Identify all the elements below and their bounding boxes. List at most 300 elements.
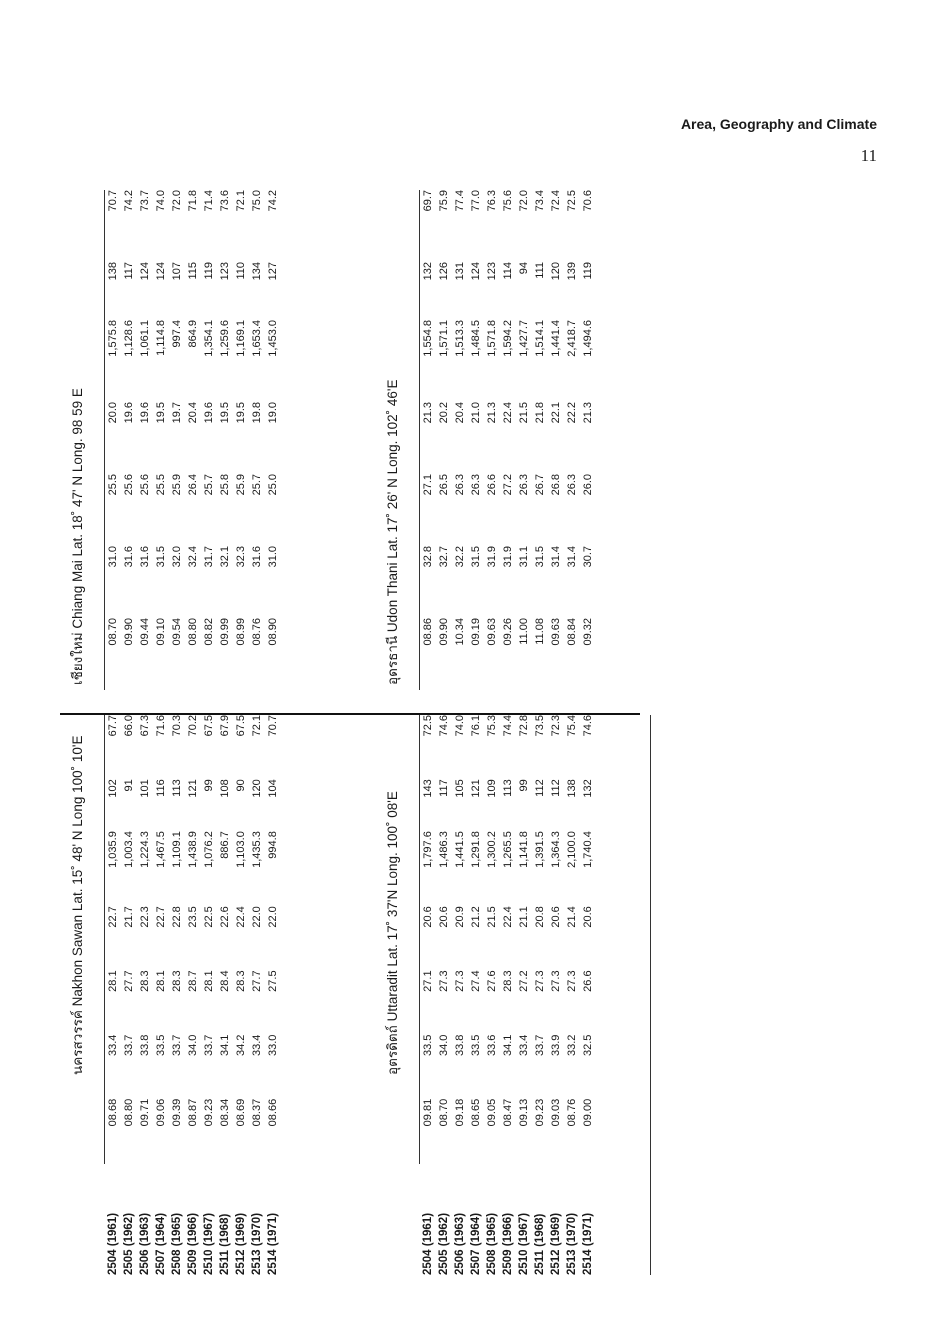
data-cell: 1,114.8 bbox=[155, 320, 167, 356]
data-cell: 20.6 bbox=[438, 906, 450, 928]
data-cell: 33.6 bbox=[486, 1034, 498, 1057]
table-row bbox=[137, 190, 153, 690]
data-cell: 28.4 bbox=[219, 970, 231, 992]
data-cell: 33.9 bbox=[550, 1034, 562, 1057]
data-cell: 09.90 bbox=[123, 618, 135, 646]
table-row bbox=[153, 190, 169, 690]
data-cell: 67.3 bbox=[139, 715, 151, 737]
data-cell: 73.7 bbox=[139, 190, 151, 212]
data-cell: 74.2 bbox=[123, 190, 135, 212]
data-cell: 102 bbox=[105, 779, 122, 831]
data-cell: 30.7 bbox=[582, 546, 594, 568]
data-cell: 09.00 bbox=[582, 1098, 594, 1127]
data-cell: 09.54 bbox=[171, 618, 183, 646]
section-divider bbox=[60, 713, 640, 715]
data-cell: 20.6 bbox=[582, 906, 594, 928]
data-cell: 21.8 bbox=[534, 402, 546, 424]
data-cell: 72.4 bbox=[550, 190, 562, 212]
data-cell: 108 bbox=[219, 779, 231, 798]
data-cell: 28.3 bbox=[139, 970, 151, 992]
year-cell: 2504 (1961) bbox=[421, 1212, 434, 1275]
data-cell: 22.7 bbox=[105, 906, 122, 970]
rotated-climate-table bbox=[60, 150, 655, 1275]
data-cell: 99 bbox=[203, 779, 215, 792]
data-cell: 76.3 bbox=[486, 190, 498, 212]
table-row bbox=[105, 190, 122, 690]
data-cell: 09.81 bbox=[420, 1099, 437, 1164]
data-cell: 22.7 bbox=[155, 906, 167, 928]
data-cell: 22.6 bbox=[219, 906, 231, 928]
data-cell: 91 bbox=[123, 779, 135, 792]
data-cell: 2,418.7 bbox=[566, 320, 578, 357]
data-cell: 1,467.5 bbox=[155, 831, 167, 868]
data-cell: 25.7 bbox=[203, 474, 215, 496]
data-cell: 28.3 bbox=[171, 970, 183, 992]
data-cell: 66.0 bbox=[123, 715, 135, 737]
data-cell: 32.4 bbox=[187, 546, 199, 568]
data-cell: 67.7 bbox=[105, 715, 122, 779]
data-cell: 74.4 bbox=[502, 715, 514, 737]
data-cell: 1,103.0 bbox=[235, 831, 247, 868]
table-row bbox=[484, 190, 500, 690]
data-cell: 33.8 bbox=[139, 1034, 151, 1057]
data-cell: 26.6 bbox=[486, 474, 498, 496]
data-cell: 34.0 bbox=[187, 1034, 199, 1057]
table-row bbox=[233, 715, 249, 1275]
data-cell: 71.6 bbox=[155, 715, 167, 737]
data-cell: 121 bbox=[187, 779, 199, 798]
data-cell: 1,435.3 bbox=[251, 831, 263, 868]
data-cell: 20.0 bbox=[105, 402, 122, 474]
table-row bbox=[233, 190, 249, 690]
data-cell: 138 bbox=[566, 779, 578, 798]
data-cell: 71.8 bbox=[187, 190, 199, 212]
page-number: 11 bbox=[860, 146, 877, 165]
data-cell: 112 bbox=[534, 779, 546, 797]
data-cell: 70.2 bbox=[187, 715, 199, 737]
table-row bbox=[185, 715, 201, 1275]
data-cell: 134 bbox=[251, 262, 263, 281]
data-cell: 131 bbox=[454, 262, 466, 281]
data-cell: 1,594.2 bbox=[502, 320, 514, 357]
data-cell: 22.5 bbox=[203, 906, 215, 928]
data-cell: 75.9 bbox=[438, 190, 450, 212]
data-cell: 886.7 bbox=[219, 831, 231, 859]
data-cell: 1,453.0 bbox=[267, 320, 279, 357]
data-cell: 31.4 bbox=[566, 546, 578, 568]
data-cell: 1,076.2 bbox=[203, 831, 215, 868]
data-cell: 1,259.6 bbox=[219, 320, 231, 357]
year-cell: 2514 (1971) bbox=[582, 1212, 594, 1275]
data-cell: 27.1 bbox=[420, 474, 437, 546]
data-cell: 1,364.3 bbox=[550, 831, 562, 868]
data-cell: 123 bbox=[219, 262, 231, 281]
data-cell: 120 bbox=[550, 262, 562, 281]
data-cell: 124 bbox=[155, 262, 167, 281]
data-cell: 74.2 bbox=[267, 190, 279, 212]
data-cell: 19.8 bbox=[251, 402, 263, 424]
data-cell: 08.37 bbox=[251, 1098, 263, 1127]
data-cell: 33.5 bbox=[470, 1034, 482, 1057]
data-cell: 08.66 bbox=[267, 1098, 279, 1127]
data-cell: 110 bbox=[235, 262, 247, 280]
data-cell: 22.4 bbox=[502, 402, 514, 424]
data-cell: 08.34 bbox=[219, 1098, 231, 1127]
data-cell: 1,141.8 bbox=[518, 831, 530, 868]
table-row bbox=[436, 715, 452, 1275]
data-cell: 27.1 bbox=[420, 970, 437, 1034]
data-cell: 127 bbox=[267, 262, 279, 281]
data-cell: 09.63 bbox=[486, 618, 498, 646]
data-cell: 28.1 bbox=[105, 970, 122, 1034]
data-cell: 25.5 bbox=[105, 474, 122, 546]
data-cell: 27.6 bbox=[486, 970, 498, 992]
data-cell: 74.6 bbox=[438, 715, 450, 737]
data-cell: 08.87 bbox=[187, 1098, 199, 1127]
data-cell: 21.1 bbox=[518, 906, 530, 928]
data-cell: 09.19 bbox=[470, 618, 482, 646]
data-cell: 26.7 bbox=[534, 474, 546, 496]
data-cell: 25.0 bbox=[267, 474, 279, 496]
data-cell: 31.5 bbox=[155, 546, 167, 568]
year-cell: 2510 (1967) bbox=[203, 1212, 215, 1275]
year-cell: 2511 (1968) bbox=[219, 1213, 231, 1275]
table-row bbox=[185, 190, 201, 690]
data-cell: 19.6 bbox=[123, 402, 135, 424]
data-cell: 33.0 bbox=[267, 1034, 279, 1057]
table-row bbox=[484, 715, 500, 1275]
data-cell: 28.1 bbox=[203, 970, 215, 992]
data-cell: 75.6 bbox=[502, 190, 514, 212]
data-cell: 09.71 bbox=[139, 1098, 151, 1127]
data-cell: 32.7 bbox=[438, 546, 450, 568]
data-cell: 08.80 bbox=[123, 1098, 135, 1127]
data-cell: 21.5 bbox=[518, 402, 530, 424]
data-cell: 1,571.1 bbox=[438, 320, 450, 357]
data-cell: 71.4 bbox=[203, 190, 215, 212]
data-cell: 19.0 bbox=[267, 402, 279, 424]
station-table bbox=[419, 190, 596, 690]
data-cell: 997.4 bbox=[171, 320, 183, 348]
data-cell: 22.0 bbox=[251, 906, 263, 928]
data-cell: 143 bbox=[420, 779, 437, 831]
data-cell: 1,300.2 bbox=[486, 831, 498, 868]
data-cell: 34.2 bbox=[235, 1034, 247, 1057]
table-row bbox=[420, 715, 437, 1275]
station-block bbox=[375, 150, 655, 710]
data-cell: 08.82 bbox=[203, 618, 215, 646]
data-cell: 1,571.8 bbox=[486, 320, 498, 357]
data-cell: 70.7 bbox=[105, 190, 122, 262]
data-cell: 1,265.5 bbox=[502, 831, 514, 868]
data-cell: 1,438.9 bbox=[187, 831, 199, 868]
year-cell: 2512 (1969) bbox=[550, 1212, 562, 1275]
data-cell: 117 bbox=[123, 262, 135, 280]
data-cell: 113 bbox=[502, 779, 514, 797]
data-cell: 69.7 bbox=[420, 190, 437, 262]
table-row bbox=[153, 715, 169, 1275]
data-cell: 26.5 bbox=[438, 474, 450, 496]
data-cell: 20.9 bbox=[454, 906, 466, 928]
data-cell: 33.4 bbox=[518, 1034, 530, 1057]
data-cell: 70.7 bbox=[267, 715, 279, 737]
table-row bbox=[201, 715, 217, 1275]
data-cell: 1,061.1 bbox=[139, 320, 151, 357]
data-cell: 33.7 bbox=[203, 1034, 215, 1057]
data-cell: 33.4 bbox=[251, 1034, 263, 1057]
table-row bbox=[436, 190, 452, 690]
data-cell: 28.3 bbox=[502, 970, 514, 992]
data-cell: 26.3 bbox=[518, 474, 530, 496]
data-cell: 27.7 bbox=[123, 970, 135, 992]
data-cell: 32.8 bbox=[420, 546, 437, 618]
data-cell: 74.6 bbox=[582, 715, 594, 737]
data-cell: 08.65 bbox=[470, 1098, 482, 1127]
data-cell: 115 bbox=[187, 262, 199, 280]
data-cell: 33.2 bbox=[566, 1034, 578, 1057]
data-cell: 107 bbox=[171, 262, 183, 281]
data-cell: 31.9 bbox=[486, 546, 498, 568]
data-cell: 32.3 bbox=[235, 546, 247, 568]
station-block bbox=[60, 150, 340, 710]
data-cell: 73.6 bbox=[219, 190, 231, 212]
data-cell: 33.7 bbox=[171, 1034, 183, 1057]
data-cell: 124 bbox=[470, 262, 482, 281]
data-cell: 09.32 bbox=[582, 618, 594, 646]
data-cell: 27.3 bbox=[438, 970, 450, 992]
data-cell: 31.0 bbox=[105, 546, 122, 618]
data-cell: 1,224.3 bbox=[139, 831, 151, 868]
data-cell: 26.3 bbox=[566, 474, 578, 496]
data-cell: 09.13 bbox=[518, 1098, 530, 1127]
data-cell: 25.5 bbox=[155, 474, 167, 496]
data-cell: 75.0 bbox=[251, 190, 263, 212]
data-cell: 08.47 bbox=[502, 1098, 514, 1127]
data-cell: 1,169.1 bbox=[235, 320, 247, 357]
data-cell: 74.0 bbox=[454, 715, 466, 737]
data-cell: 1,484.5 bbox=[470, 320, 482, 357]
data-cell: 08.69 bbox=[235, 1098, 247, 1127]
data-cell: 09.05 bbox=[486, 1098, 498, 1127]
data-cell: 33.4 bbox=[105, 1035, 122, 1099]
data-cell: 26.4 bbox=[187, 474, 199, 496]
table-row bbox=[548, 190, 564, 690]
data-cell: 72.0 bbox=[171, 190, 183, 212]
table-row bbox=[564, 715, 580, 1275]
data-cell: 111 bbox=[534, 262, 546, 279]
data-cell: 11.00 bbox=[518, 618, 530, 645]
data-cell: 1,354.1 bbox=[203, 320, 215, 357]
table-row bbox=[121, 715, 137, 1275]
data-cell: 33.7 bbox=[123, 1034, 135, 1057]
data-cell: 19.6 bbox=[139, 402, 151, 424]
data-cell: 1,554.8 bbox=[420, 320, 437, 402]
data-cell: 123 bbox=[486, 262, 498, 281]
data-cell: 27.5 bbox=[267, 970, 279, 992]
table-row bbox=[265, 715, 281, 1275]
data-cell: 08.99 bbox=[235, 618, 247, 646]
data-cell: 126 bbox=[438, 262, 450, 281]
data-cell: 22.2 bbox=[566, 402, 578, 424]
data-cell: 08.86 bbox=[420, 618, 437, 690]
data-cell: 67.5 bbox=[235, 715, 247, 737]
data-cell: 26.6 bbox=[582, 970, 594, 992]
data-cell: 21.3 bbox=[486, 402, 498, 424]
data-cell: 31.6 bbox=[251, 546, 263, 568]
year-cell: 2511 (1968) bbox=[534, 1213, 546, 1275]
table-row bbox=[532, 190, 548, 690]
data-cell: 72.1 bbox=[235, 190, 247, 212]
data-cell: 23.5 bbox=[187, 906, 199, 928]
data-cell: 21.4 bbox=[566, 906, 578, 928]
data-cell: 22.1 bbox=[550, 402, 562, 424]
data-cell: 22.3 bbox=[139, 906, 151, 928]
data-cell: 67.5 bbox=[203, 715, 215, 737]
data-cell: 90 bbox=[235, 779, 247, 792]
data-cell: 27.3 bbox=[454, 970, 466, 992]
data-cell: 72.8 bbox=[518, 715, 530, 737]
station-title: นครสวรรค์ Nakhon Sawan Lat. 15˚ 48' N Long 100˚ 10'E bbox=[70, 735, 85, 1075]
data-cell: 33.7 bbox=[534, 1034, 546, 1057]
data-cell: 1,003.4 bbox=[123, 831, 135, 868]
data-cell: 119 bbox=[203, 262, 215, 280]
data-cell: 08.68 bbox=[105, 1099, 122, 1164]
table-row bbox=[121, 190, 137, 690]
data-cell: 1,441.4 bbox=[550, 320, 562, 357]
data-cell: 22.4 bbox=[235, 906, 247, 928]
data-cell: 20.2 bbox=[438, 402, 450, 424]
data-cell: 21.0 bbox=[470, 402, 482, 424]
data-cell: 26.8 bbox=[550, 474, 562, 496]
data-cell: 132 bbox=[582, 779, 594, 798]
data-cell: 34.0 bbox=[438, 1034, 450, 1057]
year-cell: 2509 (1966) bbox=[502, 1212, 514, 1275]
station-title: อุดรธานี Udon Thani Lat. 17˚ 26' N Long. 102˚ 46'E bbox=[385, 379, 400, 685]
table-row bbox=[500, 715, 516, 1275]
data-cell: 09.23 bbox=[203, 1098, 215, 1127]
data-cell: 25.6 bbox=[139, 474, 151, 496]
data-cell: 26.3 bbox=[470, 474, 482, 496]
data-cell: 73.5 bbox=[534, 715, 546, 737]
data-cell: 22.4 bbox=[502, 906, 514, 928]
data-cell: 1,391.5 bbox=[534, 831, 546, 868]
table-row bbox=[217, 715, 233, 1275]
data-cell: 132 bbox=[420, 262, 437, 320]
table-row bbox=[468, 715, 484, 1275]
data-cell: 1,513.3 bbox=[454, 320, 466, 357]
data-cell: 73.4 bbox=[534, 190, 546, 212]
data-cell: 109 bbox=[486, 779, 498, 798]
table-row bbox=[249, 190, 265, 690]
table-row bbox=[516, 190, 532, 690]
data-cell: 1,653.4 bbox=[251, 320, 263, 357]
data-cell: 22.0 bbox=[267, 906, 279, 928]
table-row bbox=[516, 715, 532, 1275]
data-cell: 27.4 bbox=[470, 970, 482, 992]
table-row bbox=[201, 190, 217, 690]
data-cell: 08.90 bbox=[267, 618, 279, 646]
data-cell: 11.08 bbox=[534, 618, 546, 645]
data-cell: 09.99 bbox=[219, 618, 231, 646]
data-cell: 70.6 bbox=[582, 190, 594, 212]
table-row bbox=[169, 190, 185, 690]
data-cell: 2,100.0 bbox=[566, 831, 578, 868]
data-cell: 1,797.6 bbox=[420, 831, 437, 906]
year-cell: 2504 (1961) bbox=[106, 1212, 119, 1275]
data-cell: 27.2 bbox=[518, 970, 530, 992]
data-cell: 21.5 bbox=[486, 906, 498, 928]
station-table bbox=[104, 190, 281, 690]
data-cell: 72.0 bbox=[518, 190, 530, 212]
data-cell: 25.6 bbox=[123, 474, 135, 496]
year-cell: 2513 (1970) bbox=[251, 1212, 263, 1275]
station-title: อุตรดิตถ์ Uttaradit Lat. 17˚ 37'N Long. 100˚ 08'E bbox=[385, 791, 400, 1075]
data-cell: 77.4 bbox=[454, 190, 466, 212]
data-cell: 75.3 bbox=[486, 715, 498, 737]
year-cell: 2514 (1971) bbox=[267, 1212, 279, 1275]
data-cell: 120 bbox=[251, 779, 263, 798]
table-row bbox=[249, 715, 265, 1275]
data-cell: 08.76 bbox=[566, 1098, 578, 1127]
data-cell: 09.18 bbox=[454, 1098, 466, 1127]
table-row bbox=[169, 715, 185, 1275]
year-cell: 2507 (1964) bbox=[470, 1212, 482, 1275]
data-cell: 20.4 bbox=[187, 402, 199, 424]
data-cell: 20.4 bbox=[454, 402, 466, 424]
data-cell: 09.44 bbox=[139, 618, 151, 646]
data-cell: 20.8 bbox=[534, 906, 546, 928]
data-cell: 09.10 bbox=[155, 618, 167, 646]
data-cell: 32.2 bbox=[454, 546, 466, 568]
year-cell: 2508 (1965) bbox=[486, 1212, 498, 1275]
data-cell: 25.9 bbox=[171, 474, 183, 496]
station-block bbox=[60, 715, 340, 1275]
data-cell: 09.03 bbox=[550, 1098, 562, 1127]
table-row bbox=[532, 715, 548, 1275]
data-cell: 31.5 bbox=[470, 546, 482, 568]
data-cell: 75.4 bbox=[566, 715, 578, 737]
year-cell: 2506 (1963) bbox=[454, 1212, 466, 1275]
data-cell: 1,035.9 bbox=[105, 831, 122, 906]
data-cell: 31.7 bbox=[203, 546, 215, 568]
data-cell: 28.1 bbox=[155, 970, 167, 992]
year-cell: 2505 (1962) bbox=[438, 1212, 450, 1275]
data-cell: 994.8 bbox=[267, 831, 279, 859]
year-cell: 2505 (1962) bbox=[123, 1212, 135, 1275]
data-cell: 114 bbox=[502, 262, 514, 280]
data-cell: 105 bbox=[454, 779, 466, 798]
data-cell: 08.70 bbox=[105, 618, 122, 690]
data-cell: 1,494.6 bbox=[582, 320, 594, 357]
data-cell: 31.5 bbox=[534, 546, 546, 568]
data-cell: 19.5 bbox=[155, 402, 167, 424]
data-cell: 1,740.4 bbox=[582, 831, 594, 868]
data-cell: 74.0 bbox=[155, 190, 167, 212]
station-table bbox=[419, 715, 596, 1275]
data-cell: 28.3 bbox=[235, 970, 247, 992]
data-cell: 19.5 bbox=[235, 402, 247, 424]
data-cell: 21.7 bbox=[123, 906, 135, 928]
data-cell: 72.3 bbox=[550, 715, 562, 737]
data-cell: 27.2 bbox=[502, 474, 514, 496]
data-cell: 1,575.8 bbox=[105, 320, 122, 402]
data-cell: 104 bbox=[267, 779, 279, 798]
data-cell: 27.7 bbox=[251, 970, 263, 992]
table-row bbox=[580, 190, 596, 690]
data-cell: 117 bbox=[438, 779, 450, 797]
data-cell: 33.5 bbox=[420, 1035, 437, 1099]
table-row bbox=[580, 715, 596, 1275]
